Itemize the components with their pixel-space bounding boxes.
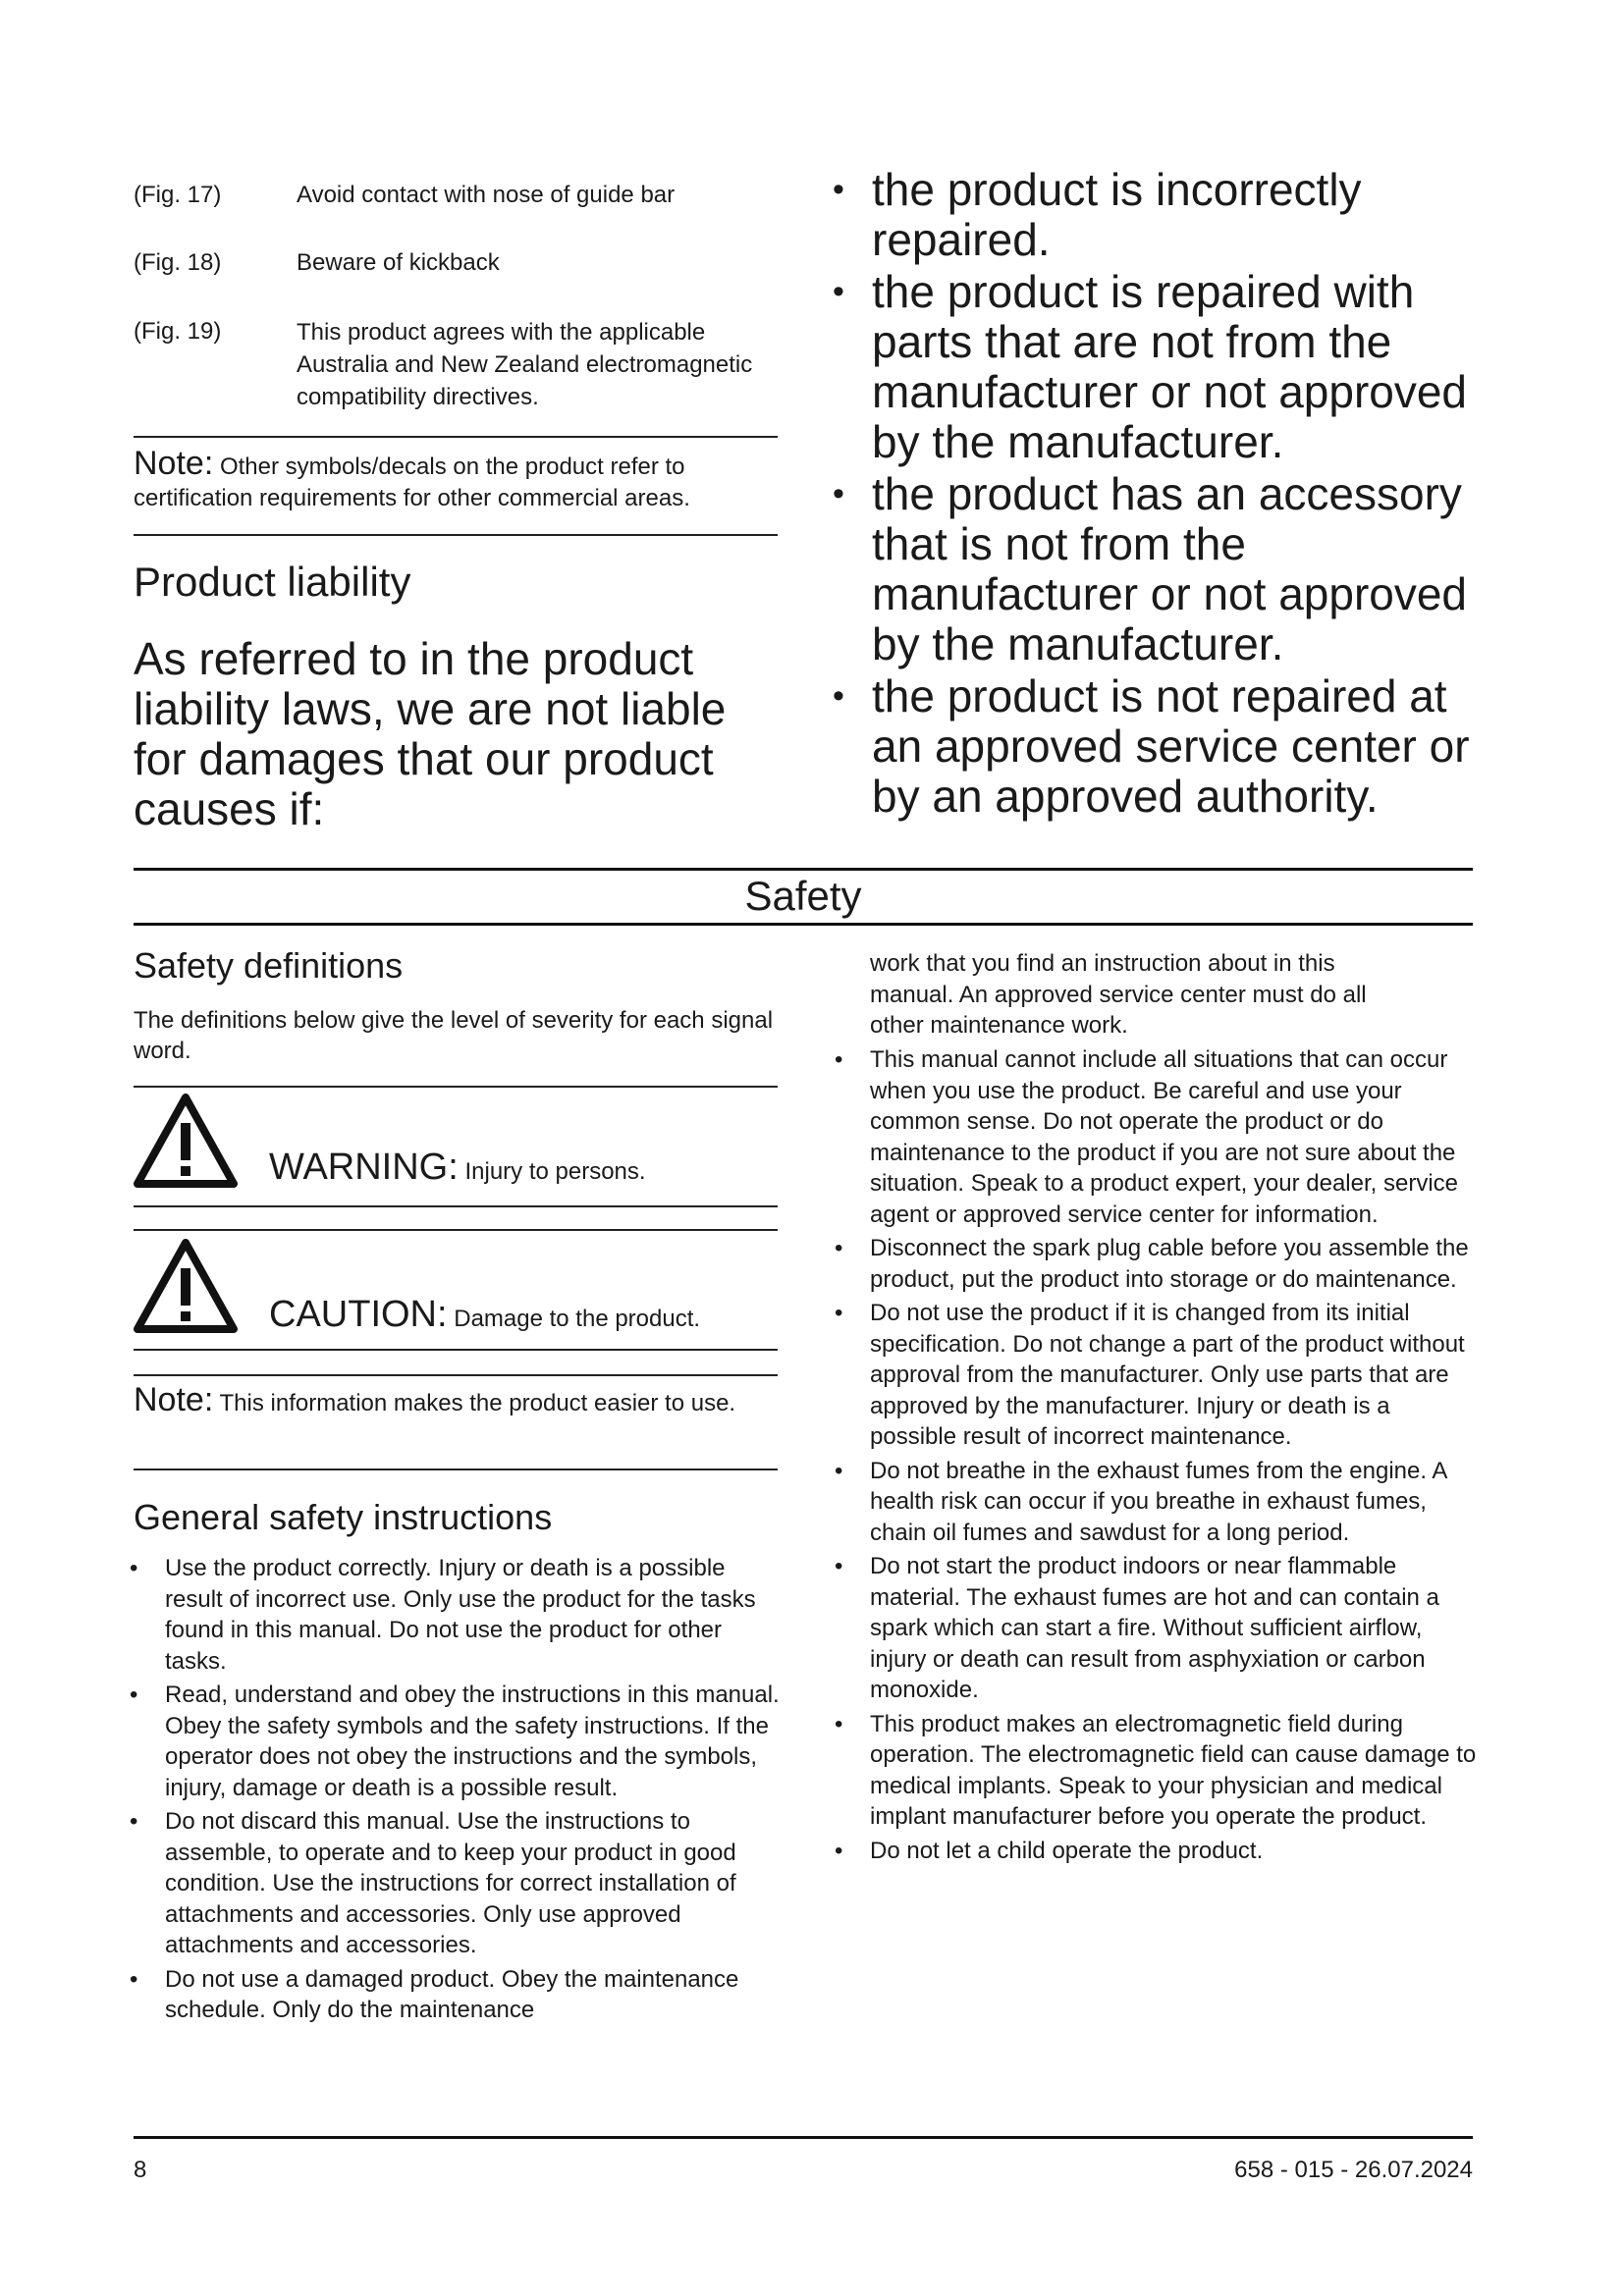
divider (134, 1374, 778, 1376)
product-liability-intro: As referred to in the product liability laws, we are not liable for damages that our product causes if: (134, 633, 727, 834)
warning-label: WARNING: (269, 1147, 459, 1188)
figure-caption: This product agrees with the applicable Australia and New Zealand electromagnetic compatibility directives. (297, 319, 753, 410)
divider (134, 1229, 778, 1231)
list-item: • Read, understand and obey the instructions in this manual. Obey the safety symbols and the safety instructions. If the operator does not obey the instructions and the symbols, injury, damage or death is a possible result. (130, 1680, 784, 1803)
figure-caption: Avoid contact with nose of guide bar (297, 182, 676, 208)
safety-definitions-intro: The definitions below give the level of severity for each signal word. (134, 1007, 774, 1064)
figure-caption: Beware of kickback (297, 249, 500, 276)
caution-definition (134, 1239, 782, 1347)
figure-label: (Fig. 19) (134, 318, 222, 345)
footer-rule (134, 2136, 1473, 2139)
list-item: • Do not use a damaged product. Obey the maintenance schedule. Only do the maintenance (130, 1964, 784, 2026)
divider (134, 436, 778, 438)
list-item: • the product is repaired with parts that are not from the manufacturer or not approved by the manufacturer. (827, 267, 1494, 467)
note-label: Note: (134, 1381, 214, 1418)
warning-definition (134, 1094, 782, 1201)
section-rule-top (134, 868, 1473, 871)
note-symbols (134, 445, 782, 514)
product-liability-list (827, 165, 1494, 824)
section-rule-bottom (134, 923, 1473, 926)
document-id: 658 - 015 - 26.07.2024 (1234, 2157, 1473, 2183)
divider (134, 1086, 778, 1088)
list-item: • This manual cannot include all situations that can occur when you use the product. Be careful and use your common sense. Do not operate the product or do maintenance to the product if you are not sure about the situation. Speak to a product expert, your dealer, service agent or approved service center for information. (835, 1044, 1483, 1230)
note-text: Other symbols/decals on the product refer to certification requirements for other commercial areas. (134, 454, 690, 511)
warning-icon (134, 1094, 238, 1188)
general-safety-list-left (130, 1553, 784, 2029)
figure-label: (Fig. 18) (134, 249, 222, 276)
caution-icon (134, 1239, 238, 1333)
general-safety-list-right (835, 1044, 1483, 1869)
list-item: • This product makes an electromagnetic field during operation. The electromagnetic field can cause damage to medical implants. Speak to your physician and medical implant manufacturer before you operate the product. (835, 1709, 1483, 1833)
figure-label: (Fig. 17) (134, 182, 222, 208)
note-definition (134, 1382, 762, 1421)
list-item-continuation: work that you find an instruction about in this manual. An approved service center must do all other maintenance work. (870, 950, 1367, 1039)
general-safety-heading: General safety instructions (134, 1497, 553, 1537)
list-item: • the product is not repaired at an approved service center or by an approved authority. (827, 671, 1494, 822)
caution-text: Damage to the product. (454, 1306, 701, 1332)
list-item: • Do not discard this manual. Use the instructions to assemble, to operate and to keep your product in good condition. Use the instructions for correct installation of attachments and accessories. Only use approved attachments and accessories. (130, 1806, 784, 1961)
list-item: • Use the product correctly. Injury or death is a possible result of incorrect use. Only use the product for the tasks found in this manual. Do not use the product for other tasks. (130, 1553, 784, 1677)
list-item: • Do not start the product indoors or near flammable material. The exhaust fumes are hot and can contain a spark which can start a fire. Without sufficient airflow, injury or death can result from asphyxiation or carbon monoxide. (835, 1551, 1483, 1706)
warning-text: Injury to persons. (464, 1158, 646, 1185)
caution-label: CAUTION: (269, 1294, 448, 1335)
page-number: 8 (134, 2157, 147, 2183)
list-item: • Do not breathe in the exhaust fumes from the engine. A health risk can occur if you breathe in exhaust fumes, chain oil fumes and sawdust for a long period. (835, 1456, 1483, 1549)
divider (134, 1468, 778, 1470)
note-text: This information makes the product easier to use. (219, 1390, 736, 1416)
divider (134, 534, 778, 536)
safety-definitions-heading: Safety definitions (134, 945, 404, 986)
section-title-safety: Safety (744, 873, 862, 919)
list-item: • the product is incorrectly repaired. (827, 165, 1494, 265)
product-liability-heading: Product liability (134, 559, 411, 605)
divider (134, 1205, 778, 1207)
list-item: • Do not let a child operate the product. (835, 1836, 1483, 1867)
note-label: Note: (134, 445, 214, 482)
divider (134, 1349, 778, 1351)
list-item: • Disconnect the spark plug cable before you assemble the product, put the product into storage or do maintenance. (835, 1233, 1483, 1295)
list-item: • the product has an accessory that is not from the manufacturer or not approved by the manufacturer. (827, 469, 1494, 669)
list-item: • Do not use the product if it is changed from its initial specification. Do not change a part of the product without approval from the manufacturer. Only use parts that are approved by the manufacturer. Injury or death is a possible result of incorrect maintenance. (835, 1298, 1483, 1453)
